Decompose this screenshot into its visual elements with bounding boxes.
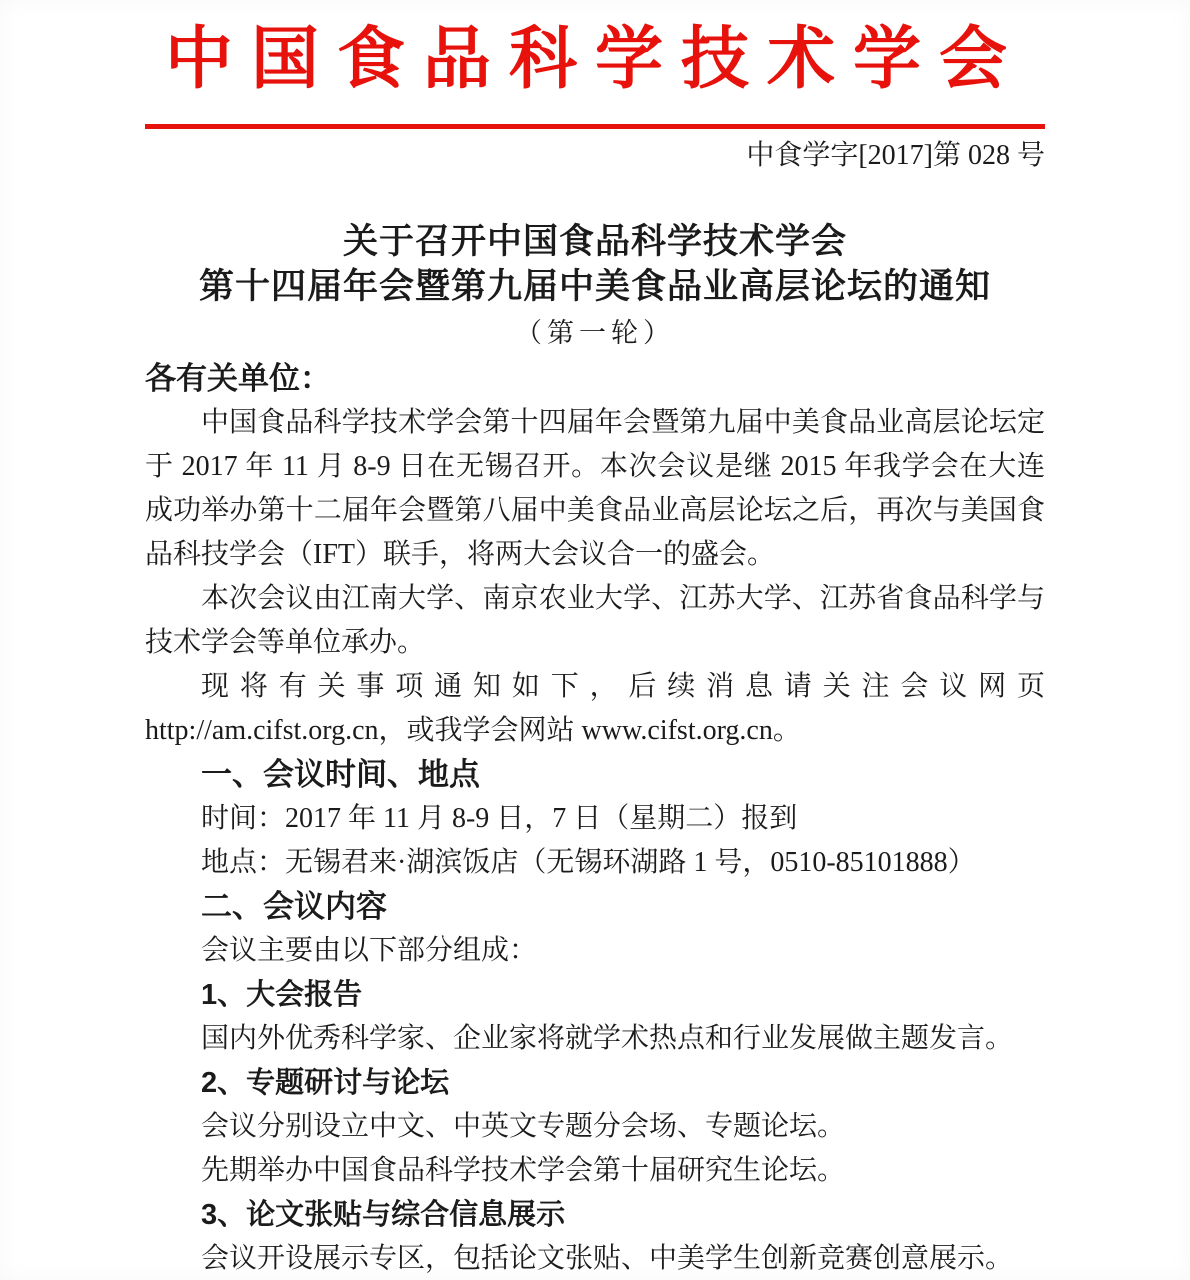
paragraph-website-info: 现将有关事项通知如下，后续消息请关注会议网页 http://am.cifst.org.cn，或我学会网站 www.cifst.org.cn。	[145, 671, 1045, 746]
subsection-1-heading: 1、大会报告	[201, 979, 363, 1011]
section-1-heading: 一、会议时间、地点	[201, 757, 480, 792]
subsection-3-heading: 3、论文张贴与综合信息展示	[201, 1199, 566, 1231]
subsection-1-text: 国内外优秀科学家、企业家将就学术热点和行业发展做主题发言。	[201, 1023, 1014, 1054]
notice-title-line1: 关于召开中国食品科学技术学会	[342, 222, 847, 261]
subsection-2-text-1: 会议分别设立中文、中英文专题分会场、专题论坛。	[201, 1111, 846, 1142]
section-2-intro-line: 会议主要由以下部分组成：	[201, 935, 538, 966]
notice-title	[145, 219, 1045, 309]
notice-body	[145, 357, 1045, 1280]
section-2-heading: 二、会议内容	[201, 889, 387, 924]
section-1-time-line: 时间：2017 年 11 月 8-9 日，7 日（星期二）报到	[201, 803, 798, 834]
document-content	[0, 22, 1190, 1280]
subsection-3-text: 会议开设展示专区，包括论文张贴、中美学生创新竞赛创意展示。	[201, 1243, 1014, 1274]
salutation: 各有关单位：	[145, 361, 331, 396]
subsection-2-text-2: 先期举办中国食品科学技术学会第十届研究生论坛。	[201, 1155, 846, 1186]
section-1-venue-line: 地点：无锡君来·湖滨饭店（无锡环湖路 1 号，0510-85101888）	[201, 847, 976, 878]
organization-letterhead-title: 中国食品科学技术学会	[164, 21, 1025, 97]
round-note: （第一轮）	[515, 318, 675, 348]
subsection-2-heading: 2、专题研讨与论坛	[201, 1067, 450, 1099]
notice-title-line2: 第十四届年会暨第九届中美食品业高层论坛的通知	[198, 267, 991, 306]
document-reference-number: 中食学字[2017]第 028 号	[746, 140, 1045, 171]
paragraph-conference-overview: 中国食品科学技术学会第十四届年会暨第九届中美食品业高层论坛定于 2017 年 11 月 8-9 日在无锡召开。本次会议是继 2015 年我学会在大连成功举办第十二届年会暨第八届中美食品业高层论坛之后，再次与美国食品科技学会（IFT）联手，将两大会议合一的盛会。	[145, 407, 1045, 570]
letterhead-divider-rule	[145, 124, 1045, 129]
paragraph-organizers: 本次会议由江南大学、南京农业大学、江苏大学、江苏省食品科学与技术学会等单位承办。	[145, 583, 1045, 658]
